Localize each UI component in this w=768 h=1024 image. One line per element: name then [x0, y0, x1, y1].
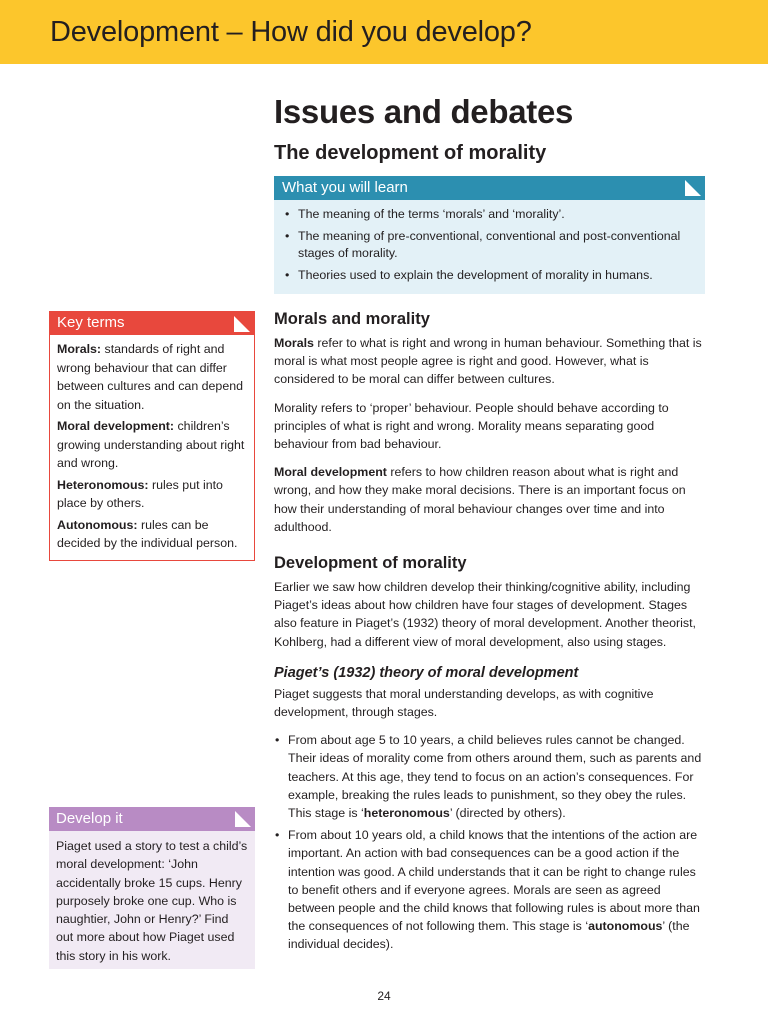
- bold-term: heteronomous: [363, 806, 450, 821]
- page-corner-icon: [681, 176, 705, 200]
- key-term-definition: rules can be decided by the individual person.: [57, 517, 238, 550]
- list-item: [274, 731, 706, 822]
- develop-it-header: [49, 807, 255, 831]
- paragraph: [274, 334, 706, 389]
- what-you-will-learn-box: [274, 176, 705, 294]
- learn-box-heading: What you will learn: [282, 179, 408, 196]
- page-number: 24: [377, 989, 391, 1003]
- paragraph-text: refer to what is right and wrong in human behaviour. Something that is moral is what most people agree is right and good. However, what is considered to be moral can differ between cultures.: [274, 336, 702, 387]
- key-term-item: [57, 476, 247, 513]
- page-corner-icon: [231, 807, 255, 831]
- bold-term: Moral development: [274, 465, 387, 480]
- paragraph: [274, 463, 706, 536]
- key-term-item: [57, 417, 247, 473]
- key-term: Moral development:: [57, 419, 175, 433]
- key-term-definition: standards of right and wrong behaviour that can differ between cultures and can depend on the situation.: [57, 342, 243, 412]
- key-term-definition: rules put into place by others.: [57, 477, 223, 510]
- page-title: Issues and debates: [274, 93, 574, 130]
- key-terms-header: [50, 312, 254, 335]
- paragraph: Morality refers to ‘proper’ behaviour. People should behave according to principles of what is right and wrong. Morality means separating good behaviour from bad behaviour.: [274, 400, 669, 452]
- key-term: Autonomous:: [57, 517, 138, 532]
- section-heading-morals: Morals and morality: [274, 310, 430, 328]
- header-title: Development – How did you develop?: [50, 16, 532, 48]
- list-item: • The meaning of pre-conventional, conventional and post-conventional stages of morality.: [284, 228, 695, 263]
- paragraph: Piaget suggests that moral understanding develops, as with cognitive development, through stages.: [274, 686, 654, 720]
- develop-it-heading: Develop it: [56, 810, 123, 827]
- paragraph-text: refers to how children reason about what is right and wrong, and how they make moral decisions. There is an important focus on how their understanding of moral behaviour changes over time and into adulthood.: [274, 465, 686, 534]
- key-terms-box: [49, 311, 255, 561]
- develop-it-body: Piaget used a story to test a child’s moral development: ‘John accidentally broke 15 cups. Henry purposely broke one cup. Who is naughtier, John or Henry?’ Find out more about how Piaget used this story in his work.: [56, 839, 248, 963]
- list-item: • Theories used to explain the development of morality in humans.: [284, 267, 695, 285]
- key-terms-heading: Key terms: [57, 314, 125, 331]
- page-corner-icon: [230, 312, 254, 336]
- key-terms-body: [50, 335, 254, 561]
- main-column: [274, 92, 706, 958]
- list-item: • The meaning of the terms ‘morals’ and ‘morality’.: [284, 206, 695, 224]
- bullet-text: From about 10 years old, a child knows that the intentions of the action are important. An action with bad consequences can be a good action if the intention was good. A child understands that it can be right to change rules to benefit others and if everyone agrees. Morals are seen as agreed between people and the child knows that following rules is about more than the consequences of not following them. This stage is ‘: [288, 828, 700, 934]
- page-subtitle: The development of morality: [274, 142, 547, 164]
- bullet-text: ’ (directed by others).: [449, 806, 566, 821]
- learn-box-header: [274, 176, 705, 200]
- bold-term: autonomous: [588, 919, 663, 934]
- bullet-text: ’ (the individual decides).: [288, 919, 690, 952]
- bullet-text: From about age 5 to 10 years, a child believes rules cannot be changed. Their ideas of morality come from others around them, such as parents and teachers. At this age, they tend to focus on an action’s consequences. For example, breaking the rules leads to punishment, so they obey the rules. This stage is ‘: [288, 733, 702, 821]
- develop-it-box: [49, 807, 255, 969]
- key-term-item: [57, 340, 247, 414]
- list-item: [274, 826, 706, 953]
- section-heading-piaget: Piaget’s (1932) theory of moral development: [274, 664, 579, 681]
- key-term-item: [57, 516, 247, 553]
- page-header: [0, 0, 768, 64]
- learn-list: [274, 200, 705, 294]
- paragraph: Earlier we saw how children develop their thinking/cognitive ability, including Piaget’s ideas about how children have four stages of development. Stages also feature in Piaget’s (1932) theory of moral development. Another theorist, Kohlberg, had a different view of moral development, also using stages.: [274, 580, 696, 649]
- key-term-definition: children’s growing understanding about right and wrong.: [57, 419, 245, 470]
- key-term: Morals:: [57, 342, 102, 356]
- piaget-stage-list: [274, 731, 706, 953]
- section-heading-development: Development of morality: [274, 554, 467, 573]
- bold-term: Morals: [274, 336, 314, 350]
- key-term: Heteronomous:: [57, 477, 149, 492]
